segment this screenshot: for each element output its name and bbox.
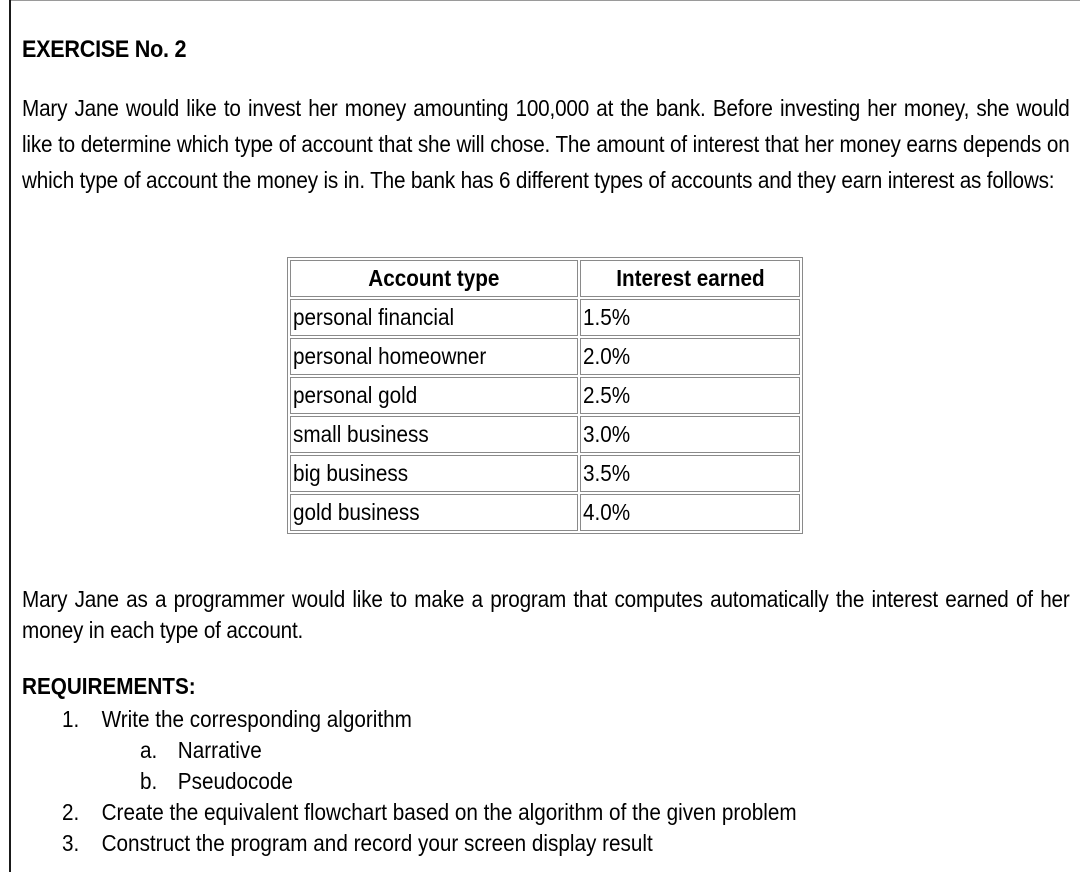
account-type-cell: gold business bbox=[290, 494, 578, 531]
exercise-title: EXERCISE No. 2 bbox=[22, 36, 187, 63]
table-row bbox=[290, 455, 800, 492]
interest-rate-cell: 3.5% bbox=[580, 455, 800, 492]
subitem-text: Narrative bbox=[177, 737, 262, 763]
account-type-cell: big business bbox=[290, 455, 578, 492]
interest-rate-cell: 4.0% bbox=[580, 494, 800, 531]
header-interest-earned: Interest earned bbox=[580, 260, 800, 297]
requirement-text: Construct the program and record your screen display result bbox=[101, 830, 653, 856]
subitem-letter: b. bbox=[140, 768, 158, 794]
subitem-letter: a. bbox=[140, 737, 158, 763]
header-account-type: Account type bbox=[290, 260, 578, 297]
table-row bbox=[290, 494, 800, 531]
page-left-border bbox=[9, 0, 11, 872]
requirement-number: 3. bbox=[62, 830, 80, 856]
interest-rate-cell: 2.0% bbox=[580, 338, 800, 375]
requirement-item-2 bbox=[62, 799, 797, 826]
page-top-border bbox=[9, 0, 1080, 1]
task-paragraph: Mary Jane as a programmer would like to make a program that computes automatically the interest earned of her money in each type of account. bbox=[22, 586, 1070, 643]
intro-paragraph: Mary Jane would like to invest her money amounting 100,000 at the bank. Before investing her money, she would like to determine which type of account that she will chose. The amount of interest that her money earns depends on which type of account the money is in. The bank has 6 different types of accounts and they earn interest as follows: bbox=[22, 95, 1070, 193]
table-row bbox=[290, 299, 800, 336]
interest-rate-cell: 1.5% bbox=[580, 299, 800, 336]
requirement-subitem-b bbox=[140, 768, 293, 795]
requirement-item-1 bbox=[62, 706, 412, 733]
interest-rate-cell: 3.0% bbox=[580, 416, 800, 453]
account-type-cell: small business bbox=[290, 416, 578, 453]
interest-rate-cell: 2.5% bbox=[580, 377, 800, 414]
requirement-number: 1. bbox=[62, 706, 80, 732]
account-type-cell: personal gold bbox=[290, 377, 578, 414]
requirement-text: Create the equivalent flowchart based on the algorithm of the given problem bbox=[101, 799, 797, 825]
requirement-subitem-a bbox=[140, 737, 262, 764]
requirements-title: REQUIREMENTS: bbox=[22, 673, 196, 699]
table-header-row bbox=[290, 260, 800, 297]
requirement-text: Write the corresponding algorithm bbox=[101, 706, 412, 732]
requirement-number: 2. bbox=[62, 799, 80, 825]
account-type-cell: personal financial bbox=[290, 299, 578, 336]
table-row bbox=[290, 338, 800, 375]
interest-rates-table bbox=[287, 257, 803, 534]
subitem-text: Pseudocode bbox=[177, 768, 293, 794]
requirement-item-3 bbox=[62, 830, 653, 857]
table-row bbox=[290, 377, 800, 414]
account-type-cell: personal homeowner bbox=[290, 338, 578, 375]
table-row bbox=[290, 416, 800, 453]
